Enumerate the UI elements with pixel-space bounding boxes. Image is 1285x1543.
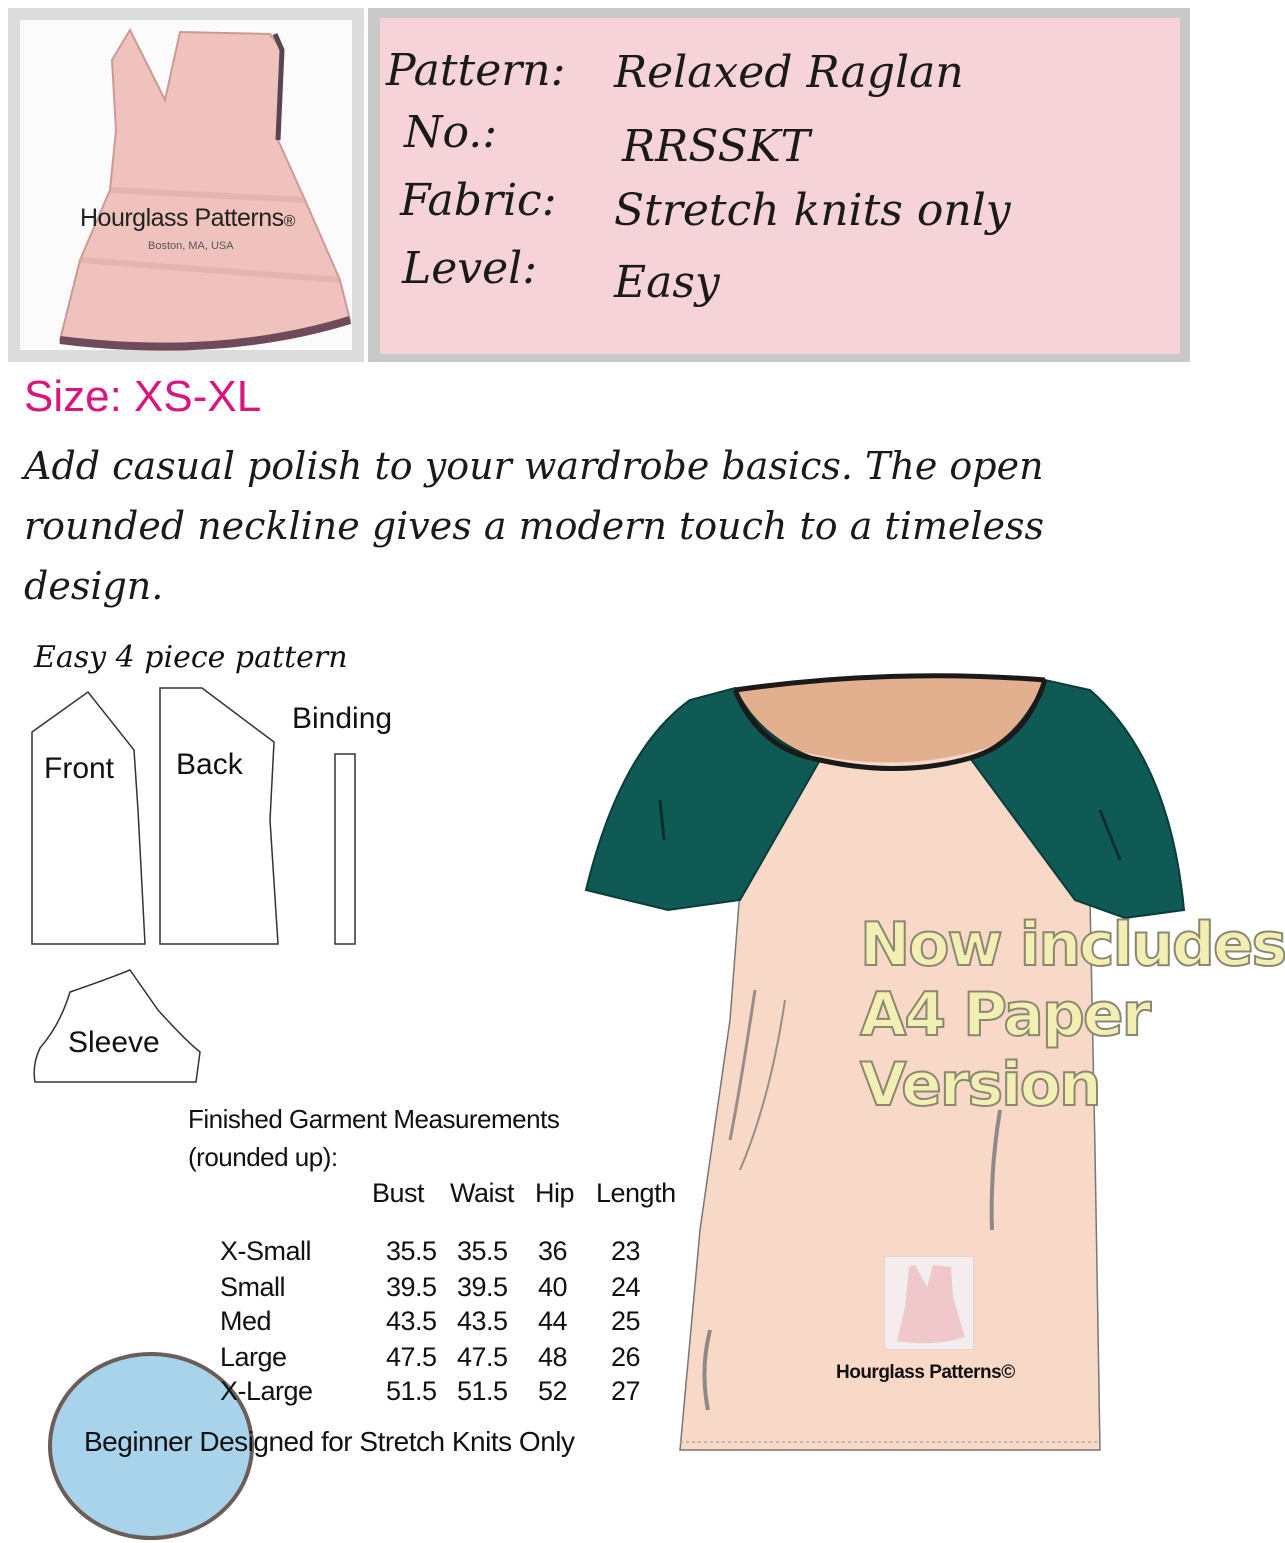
- shirt-logo-image: [884, 1256, 974, 1350]
- promo-line-2: A4 Paper: [860, 980, 1150, 1050]
- number-label: No.:: [404, 107, 498, 158]
- row-value: 48: [538, 1342, 568, 1372]
- column-header: Bust: [372, 1178, 425, 1208]
- pattern-value: Relaxed Raglan: [614, 47, 964, 98]
- row-value: 35.5: [386, 1236, 437, 1266]
- row-value: 36: [538, 1236, 568, 1266]
- column-header: Waist: [450, 1178, 514, 1208]
- fabric-value: Stretch knits only: [614, 185, 1011, 236]
- dress-illustration: [20, 20, 352, 350]
- row-size: Small: [220, 1272, 286, 1302]
- shirt-brand-label: Hourglass Patterns©: [836, 1362, 1015, 1383]
- row-value: 23: [611, 1236, 641, 1266]
- row-value: 43.5: [386, 1306, 437, 1336]
- pieces-title: Easy 4 piece pattern: [34, 640, 348, 675]
- row-value: 44: [538, 1306, 568, 1336]
- size-range: Size: XS-XL: [24, 372, 262, 421]
- description: Add casual polish to your wardrobe basics. The open rounded neckline gives a modern touch to a timeless design.: [24, 444, 1045, 608]
- brand-name: Hourglass Patterns®: [80, 204, 295, 232]
- row-value: 52: [538, 1376, 568, 1406]
- row-size: Large: [220, 1342, 287, 1372]
- a4-promo-text: [860, 910, 1285, 1120]
- column-header: Hip: [535, 1178, 575, 1208]
- promo-line-1: Now includes: [860, 910, 1285, 980]
- number-value: RRSSKT: [622, 121, 810, 172]
- promo-line-3: Version: [860, 1050, 1100, 1120]
- binding-piece: [335, 754, 355, 944]
- front-label: Front: [44, 752, 115, 785]
- column-header: Length: [596, 1178, 676, 1208]
- row-size: X-Small: [220, 1236, 312, 1266]
- measurements-title-line-1: Finished Garment Measurements: [188, 1104, 560, 1134]
- mini-dress-icon: [885, 1257, 973, 1349]
- row-value: 35.5: [457, 1236, 508, 1266]
- measurements-title: [188, 1100, 559, 1176]
- row-value: 39.5: [457, 1272, 508, 1302]
- row-value: 51.5: [386, 1376, 437, 1406]
- row-size: X-Large: [220, 1376, 313, 1406]
- pattern-pieces-diagram: [0, 680, 420, 1100]
- row-value: 26: [611, 1342, 641, 1372]
- row-value: 24: [611, 1272, 641, 1302]
- pattern-label: Pattern:: [386, 45, 566, 96]
- row-size: Med: [220, 1306, 272, 1336]
- row-value: 43.5: [457, 1306, 508, 1336]
- row-value: 47.5: [457, 1342, 508, 1372]
- row-value: 40: [538, 1272, 568, 1302]
- level-label: Level:: [402, 243, 538, 294]
- row-value: 51.5: [457, 1376, 508, 1406]
- row-value: 39.5: [386, 1272, 437, 1302]
- row-value: 27: [611, 1376, 641, 1406]
- measurements-title-line-2: (rounded up):: [188, 1142, 338, 1172]
- sleeve-label: Sleeve: [68, 1026, 160, 1059]
- badge-text: Beginner Designed for Stretch Knits Only: [84, 1426, 575, 1457]
- back-label: Back: [176, 748, 243, 781]
- fabric-label: Fabric:: [400, 175, 557, 226]
- logo-panel: [20, 20, 352, 350]
- binding-label: Binding: [292, 702, 393, 735]
- row-value: 47.5: [386, 1342, 437, 1372]
- back-piece: [160, 688, 278, 944]
- front-piece: [32, 692, 145, 944]
- level-value: Easy: [614, 257, 720, 308]
- row-value: 25: [611, 1306, 641, 1336]
- brand-location: Boston, MA, USA: [148, 240, 234, 252]
